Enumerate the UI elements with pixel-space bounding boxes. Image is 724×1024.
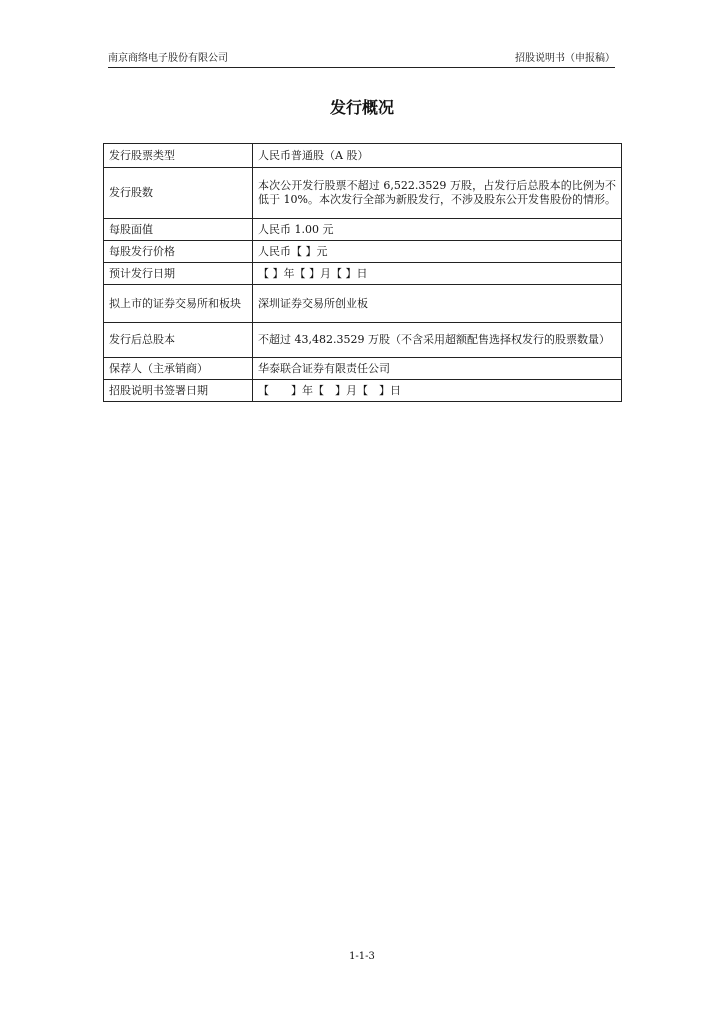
page-title: 发行概况 <box>329 98 394 117</box>
page-header <box>108 50 615 68</box>
row-value: 深圳证券交易所创业板 <box>253 285 622 323</box>
row-label: 预计发行日期 <box>104 263 253 285</box>
row-value: 【 】年【 】月【 】日 <box>253 263 622 285</box>
table-row <box>104 241 622 263</box>
row-label: 保荐人（主承销商） <box>104 358 253 380</box>
table-row <box>104 263 622 285</box>
table-row <box>104 168 622 219</box>
row-value: 不超过 43,482.3529 万股（不含采用超额配售选择权发行的股票数量） <box>253 323 622 358</box>
page-number: 1-1-3 <box>349 951 375 962</box>
row-value: 人民币【 】元 <box>253 241 622 263</box>
document-type: 招股说明书（申报稿） <box>515 53 615 64</box>
row-value: 人民币 1.00 元 <box>253 219 622 241</box>
table-row <box>104 285 622 323</box>
row-value: 人民币普通股（A 股） <box>253 144 622 168</box>
issuance-overview-table <box>103 143 622 402</box>
row-label: 每股发行价格 <box>104 241 253 263</box>
row-label: 发行股票类型 <box>104 144 253 168</box>
company-name: 南京商络电子股份有限公司 <box>108 53 228 64</box>
table-row <box>104 358 622 380</box>
row-label: 拟上市的证券交易所和板块 <box>104 285 253 323</box>
row-value: 华泰联合证券有限责任公司 <box>253 358 622 380</box>
table-row <box>104 380 622 402</box>
row-label: 每股面值 <box>104 219 253 241</box>
row-value: 【 】年【 】月【 】日 <box>253 380 622 402</box>
table-row <box>104 323 622 358</box>
row-value: 本次公开发行股票不超过 6,522.3529 万股，占发行后总股本的比例为不低于 10%。本次发行全部为新股发行，不涉及股东公开发售股份的情形。 <box>253 168 622 219</box>
row-label: 招股说明书签署日期 <box>104 380 253 402</box>
row-label: 发行后总股本 <box>104 323 253 358</box>
table-row <box>104 219 622 241</box>
row-label: 发行股数 <box>104 168 253 219</box>
table-row <box>104 144 622 168</box>
